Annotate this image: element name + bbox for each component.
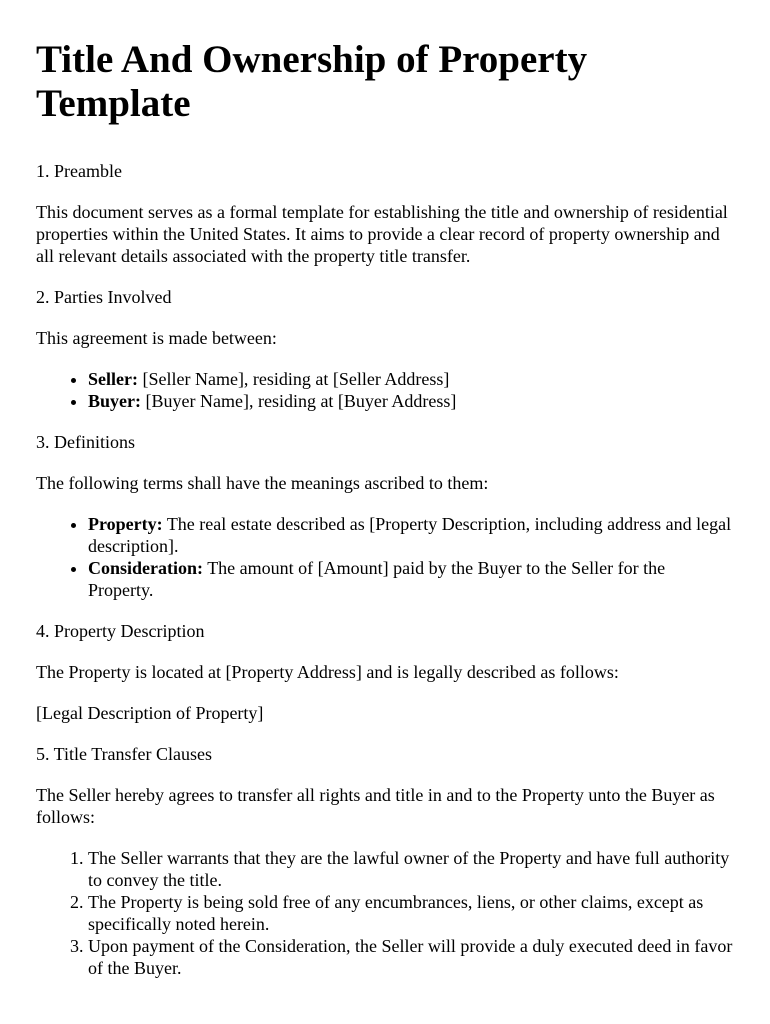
section-heading-preamble: 1. Preamble xyxy=(36,161,122,181)
list-item-term: Seller: xyxy=(88,369,138,389)
list-item: 1. The Seller warrants that they are the lawful owner of the Property and have full authority to convey the title. xyxy=(88,847,734,891)
definitions-intro: The following terms shall have the meanings ascribed to them: xyxy=(36,473,489,493)
property-description-paragraph: The Property is located at [Property Address] and is legally described as follows: xyxy=(36,662,619,682)
list-item-text: [Buyer Name], residing at [Buyer Address] xyxy=(141,391,457,411)
section-heading-parties: 2. Parties Involved xyxy=(36,287,172,307)
section-heading-property-description: 4. Property Description xyxy=(36,621,205,641)
parties-list xyxy=(36,368,734,412)
legal-description-placeholder: [Legal Description of Property] xyxy=(36,703,264,723)
list-item: 2. The Property is being sold free of any encumbrances, liens, or other claims, except as specifically noted herein. xyxy=(88,891,734,935)
list-item xyxy=(88,513,734,557)
document-title: Title And Ownership of Property Template xyxy=(36,38,588,125)
list-item-text: [Seller Name], residing at [Seller Address] xyxy=(137,369,450,389)
section-heading-definitions: 3. Definitions xyxy=(36,432,135,452)
transfer-clauses-list xyxy=(36,847,734,979)
list-item-term: Buyer: xyxy=(88,391,141,411)
list-item: 3. Upon payment of the Consideration, the Seller will provide a duly executed deed in favor of the Buyer. xyxy=(88,935,734,979)
list-item-term: Property: xyxy=(88,514,163,534)
preamble-paragraph: This document serves as a formal template for establishing the title and ownership of residential properties within the United States. It aims to provide a clear record of property ownership and all relevant details associated with the property title transfer. xyxy=(36,202,728,266)
list-item xyxy=(88,557,734,601)
list-item xyxy=(88,390,734,412)
list-item-text: The amount of [Amount] paid by the Buyer to the Seller for the Property. xyxy=(88,558,666,600)
definitions-list xyxy=(36,513,734,601)
parties-intro: This agreement is made between: xyxy=(36,328,277,348)
list-item-text: The real estate described as [Property Description, including address and legal description]. xyxy=(88,514,732,556)
section-heading-transfer: 5. Title Transfer Clauses xyxy=(36,744,213,764)
list-item xyxy=(88,368,734,390)
list-item-term: Consideration: xyxy=(88,558,204,578)
transfer-intro: The Seller hereby agrees to transfer all rights and title in and to the Property unto the Buyer as follows: xyxy=(36,785,715,827)
